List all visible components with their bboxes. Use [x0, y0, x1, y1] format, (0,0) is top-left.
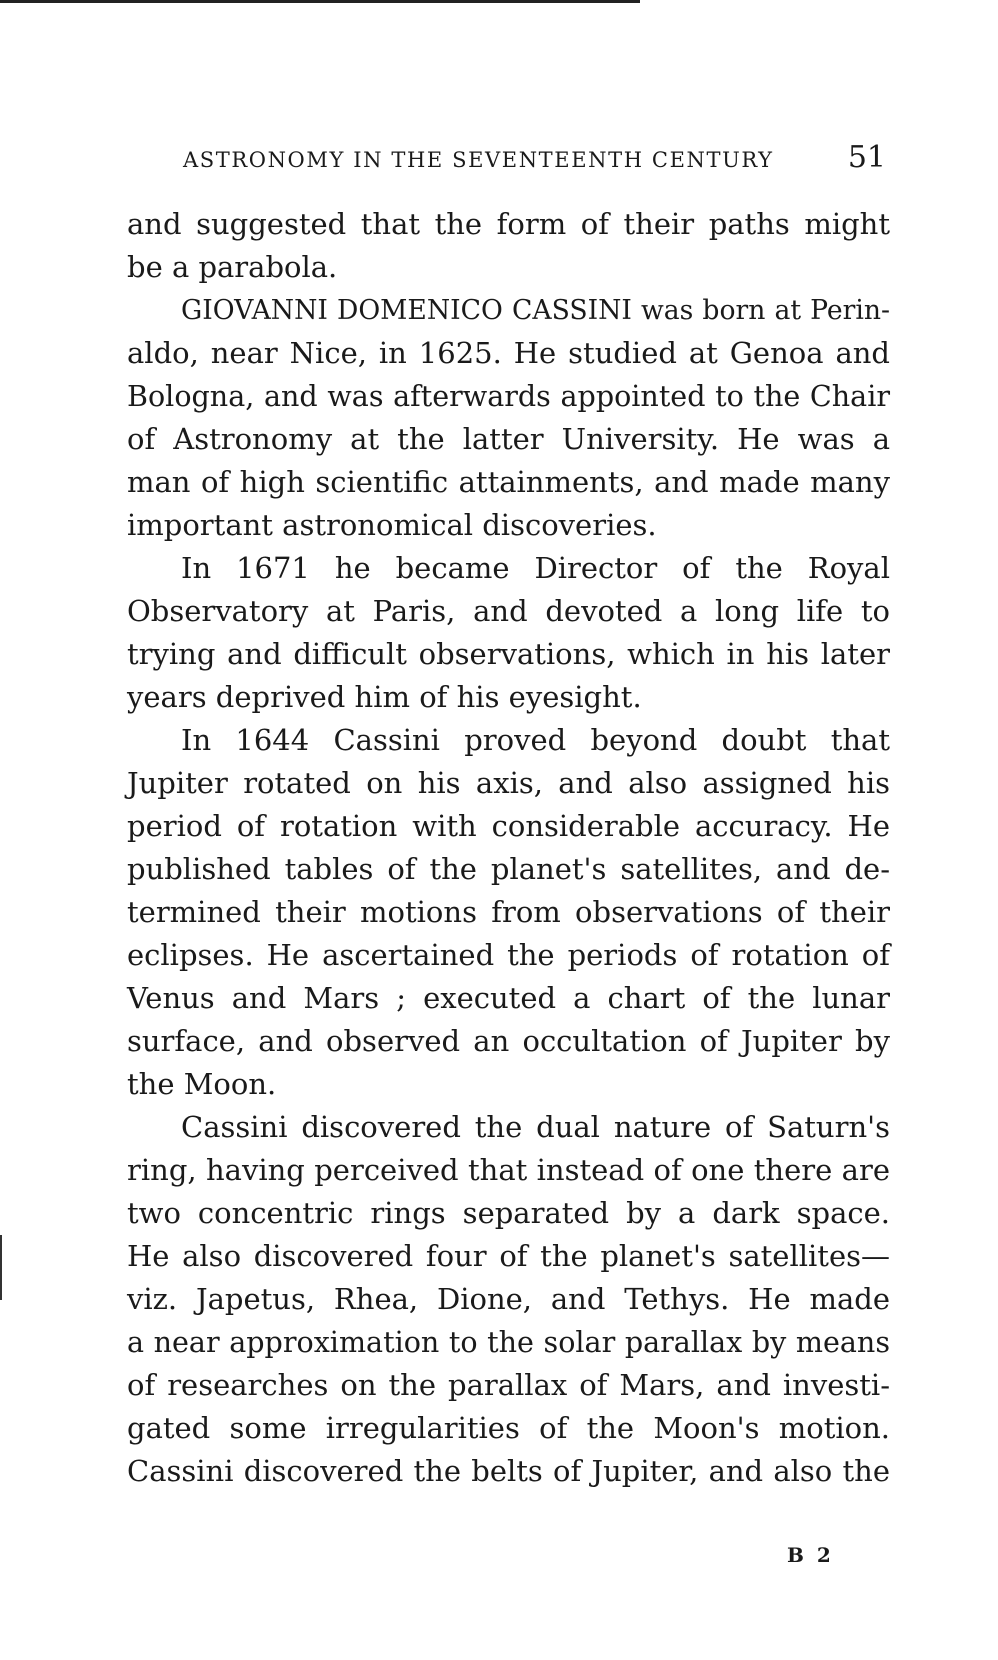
- text-line: the Moon.: [127, 1067, 277, 1101]
- running-header: [183, 140, 886, 180]
- text-line: of Astronomy at the latter University. He was a: [127, 422, 890, 456]
- text-line: years deprived him of his eyesight.: [127, 680, 642, 714]
- text-line: viz. Japetus, Rhea, Dione, and Tethys. He made: [127, 1282, 890, 1316]
- running-title: ASTRONOMY IN THE SEVENTEENTH CENTURY: [183, 148, 774, 172]
- signature-mark: B 2: [787, 1543, 834, 1567]
- text-line: period of rotation with considerable accuracy. He: [127, 809, 890, 843]
- text-line: termined their motions from observations of their: [127, 895, 890, 929]
- text-line: ring, having perceived that instead of one there are: [127, 1153, 890, 1187]
- text-line: In 1671 he became Director of the Royal: [181, 551, 890, 585]
- scan-margin-mark: [0, 1235, 2, 1300]
- text-line: He also discovered four of the planet's satellites—: [127, 1239, 890, 1273]
- text-line: gated some irregularities of the Moon's motion.: [127, 1411, 890, 1445]
- page-number: 51: [847, 140, 886, 175]
- text-line: man of high scientific attainments, and made many: [127, 465, 890, 499]
- text-line: Venus and Mars ; executed a chart of the lunar: [127, 981, 890, 1015]
- text-line: surface, and observed an occultation of Jupiter by: [127, 1024, 890, 1058]
- text-line: Jupiter rotated on his axis, and also assigned his: [127, 766, 890, 800]
- text-line: published tables of the planet's satellites, and de-: [127, 852, 890, 886]
- text-line: be a parabola.: [127, 250, 338, 284]
- text-line: of researches on the parallax of Mars, and investi-: [127, 1368, 890, 1402]
- text-line: Cassini discovered the dual nature of Saturn's: [181, 1110, 890, 1144]
- text-line: GIOVANNI DOMENICO CASSINI was born at Perin-: [181, 295, 890, 326]
- text-line: eclipses. He ascertained the periods of rotation of: [127, 938, 890, 972]
- text-line: a near approximation to the solar parallax by means: [127, 1325, 890, 1359]
- text-line: and suggested that the form of their paths might: [127, 207, 890, 241]
- text-line: aldo, near Nice, in 1625. He studied at Genoa and: [127, 336, 890, 370]
- text-line: important astronomical discoveries.: [127, 508, 657, 542]
- text-line: two concentric rings separated by a dark space.: [127, 1196, 890, 1230]
- scan-edge-rule: [0, 0, 640, 3]
- text-line: In 1644 Cassini proved beyond doubt that: [181, 723, 890, 757]
- text-line: Cassini discovered the belts of Jupiter, and also the: [127, 1454, 890, 1488]
- text-line: Observatory at Paris, and devoted a long life to: [127, 594, 890, 628]
- text-line: Bologna, and was afterwards appointed to the Chair: [127, 379, 890, 413]
- text-line: trying and difficult observations, which in his later: [127, 637, 890, 671]
- body-text: [127, 203, 890, 1493]
